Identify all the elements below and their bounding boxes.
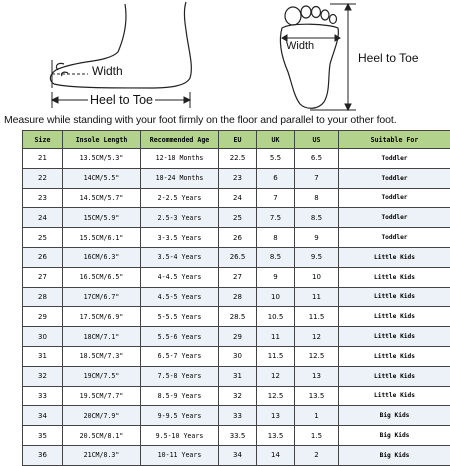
cell-eu: 22.5 (219, 149, 257, 169)
cell-eu: 25 (219, 208, 257, 228)
cell-uk: 7.5 (257, 208, 295, 228)
cell-us: 12 (295, 327, 339, 347)
cell-uk: 10.5 (257, 307, 295, 327)
cell-size: 32 (23, 366, 63, 386)
header-size: Size (23, 131, 63, 149)
cell-us: 1 (295, 406, 339, 426)
cell-size: 23 (23, 188, 63, 208)
cell-insole-length: 19CM/7.5" (63, 366, 141, 386)
cell-recommended-age: 9.5-10 Years (141, 426, 219, 446)
table-row (23, 445, 450, 465)
cell-us: 6.5 (295, 149, 339, 169)
cell-eu: 26.5 (219, 247, 257, 267)
cell-us: 10 (295, 267, 339, 287)
cell-insole-length: 20.5CM/8.1" (63, 426, 141, 446)
cell-us: 1.5 (295, 426, 339, 446)
cell-insole-length: 17.5CM/6.9" (63, 307, 141, 327)
cell-recommended-age: 10-11 Years (141, 445, 219, 465)
cell-suitable-for: Little Kids (339, 247, 450, 267)
table-row (23, 406, 450, 426)
cell-size: 36 (23, 445, 63, 465)
header-recommended-age: Recommended Age (141, 131, 219, 149)
cell-us: 2 (295, 445, 339, 465)
cell-size: 35 (23, 426, 63, 446)
cell-suitable-for: Toddler (339, 149, 450, 169)
table-row (23, 287, 450, 307)
cell-eu: 28 (219, 287, 257, 307)
cell-us: 8.5 (295, 208, 339, 228)
cell-suitable-for: Big Kids (339, 426, 450, 446)
header-uk: UK (257, 131, 295, 149)
cell-recommended-age: 8.5-9 Years (141, 386, 219, 406)
cell-size: 34 (23, 406, 63, 426)
cell-eu: 33 (219, 406, 257, 426)
table-row (23, 386, 450, 406)
cell-uk: 10 (257, 287, 295, 307)
cell-insole-length: 17CM/6.7" (63, 287, 141, 307)
header-eu: EU (219, 131, 257, 149)
table-row (23, 327, 450, 347)
side-length-label: Heel to Toe (88, 93, 155, 107)
cell-eu: 28.5 (219, 307, 257, 327)
cell-size: 25 (23, 228, 63, 248)
table-row (23, 188, 450, 208)
cell-suitable-for: Little Kids (339, 267, 450, 287)
cell-eu: 23 (219, 168, 257, 188)
cell-uk: 8 (257, 228, 295, 248)
cell-uk: 9 (257, 267, 295, 287)
cell-suitable-for: Little Kids (339, 346, 450, 366)
cell-insole-length: 15CM/5.9" (63, 208, 141, 228)
cell-suitable-for: Toddler (339, 208, 450, 228)
foot-measurement-illustration (0, 0, 450, 116)
cell-size: 33 (23, 386, 63, 406)
cell-insole-length: 18CM/7.1" (63, 327, 141, 347)
cell-recommended-age: 18-24 Months (141, 168, 219, 188)
cell-recommended-age: 7.5-8 Years (141, 366, 219, 386)
cell-insole-length: 21CM/8.3" (63, 445, 141, 465)
cell-recommended-age: 4.5-5 Years (141, 287, 219, 307)
table-row (23, 307, 450, 327)
cell-eu: 29 (219, 327, 257, 347)
cell-uk: 14 (257, 445, 295, 465)
cell-eu: 27 (219, 267, 257, 287)
table-row (23, 346, 450, 366)
cell-us: 8 (295, 188, 339, 208)
cell-size: 26 (23, 247, 63, 267)
cell-eu: 26 (219, 228, 257, 248)
cell-suitable-for: Little Kids (339, 307, 450, 327)
table-row (23, 149, 450, 169)
cell-recommended-age: 12-18 Months (141, 149, 219, 169)
cell-recommended-age: 5-5.5 Years (141, 307, 219, 327)
cell-insole-length: 16.5CM/6.5" (63, 267, 141, 287)
cell-uk: 5.5 (257, 149, 295, 169)
cell-us: 12.5 (295, 346, 339, 366)
cell-uk: 12.5 (257, 386, 295, 406)
cell-uk: 6 (257, 168, 295, 188)
cell-us: 13 (295, 366, 339, 386)
table-row (23, 366, 450, 386)
cell-size: 22 (23, 168, 63, 188)
cell-insole-length: 15.5CM/6.1" (63, 228, 141, 248)
cell-us: 13.5 (295, 386, 339, 406)
cell-eu: 24 (219, 188, 257, 208)
cell-size: 24 (23, 208, 63, 228)
cell-suitable-for: Toddler (339, 168, 450, 188)
cell-eu: 31 (219, 366, 257, 386)
cell-suitable-for: Toddler (339, 188, 450, 208)
sole-foot-drawing (280, 6, 338, 108)
cell-recommended-age: 5.5-6 Years (141, 327, 219, 347)
cell-suitable-for: Little Kids (339, 287, 450, 307)
cell-us: 11.5 (295, 307, 339, 327)
cell-suitable-for: Big Kids (339, 406, 450, 426)
cell-insole-length: 14CM/5.5" (63, 168, 141, 188)
table-row (23, 228, 450, 248)
cell-recommended-age: 9-9.5 Years (141, 406, 219, 426)
cell-suitable-for: Little Kids (339, 366, 450, 386)
cell-us: 9 (295, 228, 339, 248)
size-chart-body (23, 149, 450, 466)
cell-uk: 12 (257, 366, 295, 386)
table-header-row (23, 131, 450, 149)
cell-suitable-for: Toddler (339, 228, 450, 248)
side-width-label: Width (92, 64, 123, 78)
table-row (23, 208, 450, 228)
cell-uk: 13.5 (257, 426, 295, 446)
sole-length-label: Heel to Toe (358, 51, 419, 65)
cell-suitable-for: Big Kids (339, 445, 450, 465)
cell-eu: 30 (219, 346, 257, 366)
cell-insole-length: 18.5CM/7.3" (63, 346, 141, 366)
cell-uk: 11.5 (257, 346, 295, 366)
cell-eu: 33.5 (219, 426, 257, 446)
sole-width-label: Width (286, 40, 314, 52)
cell-recommended-age: 4-4.5 Years (141, 267, 219, 287)
cell-size: 28 (23, 287, 63, 307)
cell-eu: 34 (219, 445, 257, 465)
cell-us: 7 (295, 168, 339, 188)
table-row (23, 168, 450, 188)
size-chart-table (22, 130, 450, 466)
cell-uk: 13 (257, 406, 295, 426)
cell-size: 31 (23, 346, 63, 366)
table-row (23, 247, 450, 267)
cell-uk: 7 (257, 188, 295, 208)
cell-suitable-for: Little Kids (339, 327, 450, 347)
header-us: US (295, 131, 339, 149)
cell-uk: 8.5 (257, 247, 295, 267)
header-suitable-for: Suitable For (339, 131, 450, 149)
cell-suitable-for: Little Kids (339, 386, 450, 406)
cell-us: 11 (295, 287, 339, 307)
cell-recommended-age: 3-3.5 Years (141, 228, 219, 248)
cell-recommended-age: 3.5-4 Years (141, 247, 219, 267)
cell-insole-length: 13.5CM/5.3" (63, 149, 141, 169)
table-row (23, 426, 450, 446)
cell-size: 29 (23, 307, 63, 327)
measurement-instruction: Measure while standing with your foot firmly on the floor and parallel to your other foot. (4, 114, 450, 126)
cell-recommended-age: 2-2.5 Years (141, 188, 219, 208)
cell-insole-length: 19.5CM/7.7" (63, 386, 141, 406)
cell-insole-length: 16CM/6.3" (63, 247, 141, 267)
cell-insole-length: 14.5CM/5.7" (63, 188, 141, 208)
cell-size: 21 (23, 149, 63, 169)
cell-us: 9.5 (295, 247, 339, 267)
table-row (23, 267, 450, 287)
cell-insole-length: 20CM/7.9" (63, 406, 141, 426)
header-insole-length: Insole Length (63, 131, 141, 149)
cell-recommended-age: 2.5-3 Years (141, 208, 219, 228)
sole-length-arrow (310, 4, 356, 110)
cell-eu: 32 (219, 386, 257, 406)
cell-size: 30 (23, 327, 63, 347)
cell-size: 27 (23, 267, 63, 287)
cell-recommended-age: 6.5-7 Years (141, 346, 219, 366)
cell-uk: 11 (257, 327, 295, 347)
